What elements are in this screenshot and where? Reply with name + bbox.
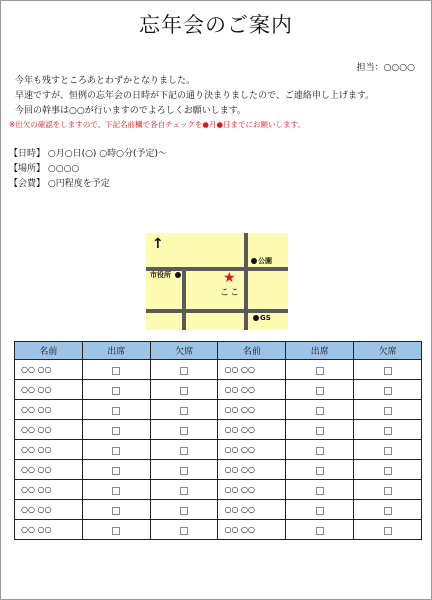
column-header-name: 名前 [15,342,83,360]
map-label-here: ここ [220,288,241,298]
attend-checkbox[interactable] [112,447,120,455]
event-datetime: 【日時】 ○月○日(○) ○時○分(予定)～ [9,149,168,159]
absent-cell [150,520,218,540]
attend-cell [82,520,150,540]
attend-cell [286,520,354,540]
page-title: 忘年会のご案内 [139,13,293,37]
attend-checkbox[interactable] [112,487,120,495]
event-fee: 【会費】 ○円程度を予定 [9,179,110,189]
attend-checkbox[interactable] [112,427,120,435]
attend-checkbox[interactable] [112,407,120,415]
absent-cell [354,360,422,380]
member-name-cell: ○○ ○○ [218,380,286,400]
attend-checkbox[interactable] [316,507,324,515]
member-name-cell: ○○ ○○ [15,380,83,400]
table-row [15,520,422,540]
event-place: 【場所】 ○○○○ [9,164,80,174]
column-header-absent: 欠席 [150,342,218,360]
member-name-cell: ○○ ○○ [15,460,83,480]
table-row [15,480,422,500]
absent-cell [150,380,218,400]
absent-checkbox[interactable] [384,487,392,495]
park-dot-icon [251,258,257,264]
attend-cell [286,380,354,400]
absent-cell [150,360,218,380]
absent-cell [150,440,218,460]
member-name-cell: ○○ ○○ [218,360,286,380]
greeting-body [9,74,375,130]
greeting-line-3: 今回の幹事は○○が行いますのでよろしくお願いします。 [15,106,246,116]
member-name-cell: ○○ ○○ [218,400,286,420]
absent-checkbox[interactable] [180,407,188,415]
attend-cell [286,460,354,480]
absent-checkbox[interactable] [384,387,392,395]
attend-cell [82,380,150,400]
member-name-cell: ○○ ○○ [218,480,286,500]
attend-checkbox[interactable] [316,487,324,495]
table-row [15,400,422,420]
absent-checkbox[interactable] [180,527,188,535]
column-header-absent: 欠席 [354,342,422,360]
absent-checkbox[interactable] [180,507,188,515]
absent-checkbox[interactable] [180,467,188,475]
absent-checkbox[interactable] [180,447,188,455]
member-name-cell: ○○ ○○ [218,500,286,520]
member-name-cell: ○○ ○○ [15,440,83,460]
table-row [15,380,422,400]
location-map [146,233,288,330]
attend-cell [82,500,150,520]
map-label-gs: GS [260,314,271,322]
member-name-cell: ○○ ○○ [218,520,286,540]
attend-cell [286,360,354,380]
column-header-name: 名前 [218,342,286,360]
member-name-cell: ○○ ○○ [218,440,286,460]
attend-checkbox[interactable] [112,507,120,515]
greeting-line-1: 今年も残すところあとわずかとなりました。 [15,76,196,86]
attendance-notice: ※出欠の確認をしますので、下記名前欄で各自チェックを●月●日までにお願いします。 [9,120,305,129]
absent-checkbox[interactable] [384,467,392,475]
city-hall-dot-icon [175,272,181,278]
column-header-attend: 出席 [82,342,150,360]
absent-cell [150,460,218,480]
table-row [15,460,422,480]
destination-star-icon: ★ [223,270,236,286]
map-road-horizontal-bottom [146,309,288,313]
event-details [9,147,167,192]
absent-cell [354,420,422,440]
absent-cell [354,500,422,520]
map-road-top-vertical [244,233,248,269]
absent-checkbox[interactable] [180,427,188,435]
attend-cell [286,400,354,420]
member-name-cell: ○○ ○○ [15,500,83,520]
absent-checkbox[interactable] [180,387,188,395]
absent-cell [150,500,218,520]
absent-cell [354,440,422,460]
absent-checkbox[interactable] [384,427,392,435]
absent-cell [354,400,422,420]
attend-cell [82,460,150,480]
member-name-cell: ○○ ○○ [15,420,83,440]
attend-cell [286,500,354,520]
person-in-charge: 担当：○○○○ [356,63,415,73]
absent-checkbox[interactable] [384,527,392,535]
greeting-line-2: 早速ですが、恒例の忘年会の日時が下記の通り決まりましたので、ご連絡申し上げます。 [15,91,375,101]
attend-checkbox[interactable] [112,387,120,395]
absent-cell [354,480,422,500]
attend-cell [286,440,354,460]
absent-checkbox[interactable] [384,367,392,375]
member-name-cell: ○○ ○○ [218,420,286,440]
absent-cell [150,480,218,500]
table-header-row [15,342,422,360]
attendance-table [14,341,422,540]
attend-checkbox[interactable] [316,447,324,455]
map-road-middle-right-vertical [244,269,248,330]
north-arrow-icon: ↑ [152,236,164,252]
table-row [15,440,422,460]
absent-cell [354,380,422,400]
member-name-cell: ○○ ○○ [15,480,83,500]
attend-checkbox[interactable] [316,367,324,375]
attend-cell [82,480,150,500]
table-row [15,500,422,520]
table-row [15,360,422,380]
attend-checkbox[interactable] [112,467,120,475]
attend-checkbox[interactable] [112,367,120,375]
attend-checkbox[interactable] [316,527,324,535]
attend-checkbox[interactable] [316,387,324,395]
absent-checkbox[interactable] [180,487,188,495]
attend-checkbox[interactable] [316,407,324,415]
attend-cell [82,440,150,460]
member-name-cell: ○○ ○○ [15,400,83,420]
absent-checkbox[interactable] [384,407,392,415]
absent-cell [150,420,218,440]
attend-cell [82,360,150,380]
absent-cell [354,520,422,540]
member-name-cell: ○○ ○○ [15,360,83,380]
absent-cell [150,400,218,420]
attend-checkbox[interactable] [112,527,120,535]
attend-cell [82,420,150,440]
table-row [15,420,422,440]
absent-cell [354,460,422,480]
attend-cell [286,420,354,440]
map-label-park: 公園 [258,257,272,265]
member-name-cell: ○○ ○○ [218,460,286,480]
attend-cell [286,480,354,500]
map-road-middle-left-vertical [182,269,186,330]
attendance-table-body [15,360,422,540]
attend-checkbox[interactable] [316,467,324,475]
attend-checkbox[interactable] [316,427,324,435]
member-name-cell: ○○ ○○ [15,520,83,540]
absent-checkbox[interactable] [384,447,392,455]
gs-dot-icon [253,315,259,321]
absent-checkbox[interactable] [180,367,188,375]
attend-cell [82,400,150,420]
absent-checkbox[interactable] [384,507,392,515]
column-header-attend: 出席 [286,342,354,360]
map-label-city-hall: 市役所 [150,271,171,279]
